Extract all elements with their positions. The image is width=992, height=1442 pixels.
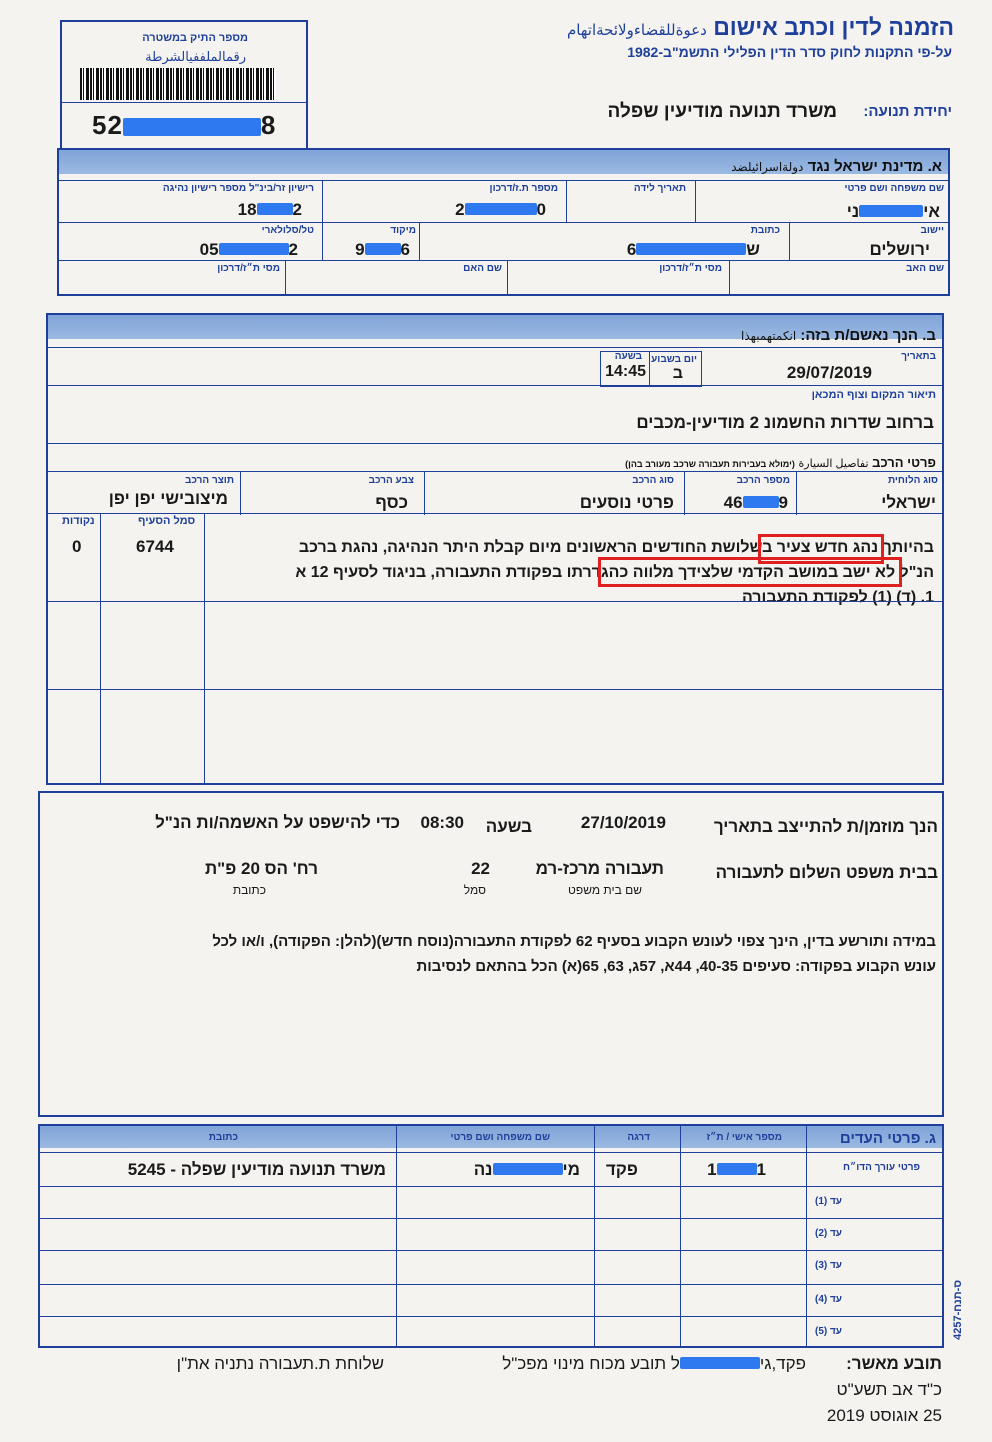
vehicle-color-value: כסף <box>375 493 408 512</box>
vehicle-make-value: מיצובישי יפן יפן <box>108 489 228 508</box>
zip-label: מיקוד <box>390 225 416 236</box>
witness-row-label: עד (1) <box>814 1196 842 1207</box>
license-value: 218 <box>237 200 302 219</box>
redaction <box>123 118 261 136</box>
divider <box>40 1250 942 1251</box>
vehicle-type-value: פרטי נוסעים <box>579 493 674 512</box>
time-label: בשעה <box>614 351 642 362</box>
court-name: תעבורה מרכז-רמ <box>535 859 664 878</box>
witness-row-label: עד (5) <box>814 1326 842 1337</box>
summons-purpose: כדי להישפט על האשמה/ות הנ"ל <box>155 813 400 832</box>
divider <box>59 260 948 261</box>
address-value: ש6 <box>626 240 760 259</box>
divider <box>419 222 420 260</box>
divider <box>40 1218 942 1219</box>
passport-label: מסי ת״ז/דרכון <box>659 263 722 274</box>
vehicle-type-label: סוג הרכב <box>632 475 674 486</box>
divider <box>240 471 241 515</box>
highlight-box-escort <box>598 557 902 587</box>
offense-date: 29/07/2019 <box>786 363 872 382</box>
section-b-title: ב. הנך נאשם/ת בזה: انكمتهمبهذا <box>741 327 936 344</box>
divider <box>48 689 942 690</box>
offense-place: ברחוב שדרות החשמונ 2 מודיעין-מכבים <box>636 413 934 432</box>
plate-type-label: סוג הלוחית <box>887 475 938 486</box>
col-id-label: מספר אישי / ת״ז <box>706 1132 782 1143</box>
traffic-unit-value: משרד תנועה מודיעין שפלה <box>607 101 837 122</box>
divider <box>285 260 286 296</box>
divider <box>48 443 942 444</box>
reporter-address: משרד תנועה מודיעין שפלה - 5245 <box>127 1160 386 1179</box>
charge-description: בהיותך נהג חדש צעיר בשלושת החודשים הראשונים מיום קבלת היתר הנהיגה, נהגת ברכב הנ"ל לא ישב במושב הקדמי שלצידך מלווה כהגדרתו בפקודת התעבורה, בניגוד לסעיף 12 א 1. (ד) (1) לפקודת התעבורה <box>295 539 934 606</box>
divider <box>40 1152 942 1153</box>
section-defendant <box>57 148 950 296</box>
divider <box>48 385 942 386</box>
divider <box>59 222 948 223</box>
clause-value: 6744 <box>136 537 174 556</box>
traffic-unit-label: יחידת תנועה: <box>863 103 952 120</box>
hearing-time: 08:30 <box>420 813 464 832</box>
phone-label: טל/סלולארי <box>261 225 314 236</box>
divider <box>396 1126 397 1348</box>
barcode <box>80 68 276 100</box>
offense-time: 14:45 <box>605 363 646 380</box>
phone-value: 205 <box>199 240 298 259</box>
name-value: איני <box>846 202 940 221</box>
form-title: הזמנה לדין וכתב אישום دعوةللقضاءولائحةاتهام <box>567 14 954 40</box>
court-code: 22 <box>471 859 490 878</box>
divider <box>796 471 797 515</box>
form-title-arabic: دعوةللقضاءولائحةاتهام <box>567 22 707 39</box>
divider <box>48 471 942 472</box>
divider <box>424 471 425 515</box>
prosecutor-signer: פקד,גיל תובע מכוח מינוי מפכ"ל <box>502 1354 806 1373</box>
name-label: שם משפחה ושם פרטי <box>844 183 944 194</box>
reporter-rank: פקד <box>605 1160 638 1179</box>
divider <box>204 513 205 785</box>
witness-row-label: עד (3) <box>814 1260 842 1271</box>
divider <box>40 1186 942 1187</box>
section-charge <box>46 313 944 785</box>
date-label: בתאריך <box>901 351 936 362</box>
police-case-box <box>60 20 308 150</box>
vehicle-number-label: מספר הרכב <box>736 475 790 486</box>
divider <box>806 1126 807 1348</box>
divider <box>59 180 948 181</box>
form-subtitle: על-פי התקנות לחוק סדר הדין הפלילי התשמ"ב-1982 <box>627 44 952 60</box>
hearing-date: 27/10/2019 <box>580 813 666 832</box>
divider <box>62 102 306 103</box>
reporter-name: מינה <box>473 1160 580 1179</box>
section-summons <box>38 791 944 1117</box>
prosecution-branch: שלוחת ת.תעבורה נתניה את"ן <box>176 1354 384 1373</box>
section-witnesses <box>38 1124 944 1348</box>
divider <box>566 180 567 222</box>
reporter-id: 11 <box>707 1160 766 1179</box>
divider <box>507 260 508 296</box>
summons-time-label: בשעה <box>485 817 532 836</box>
plate-type-value: ישראלי <box>881 493 936 512</box>
witness-row-label: עד (4) <box>814 1294 842 1305</box>
case-number-label: מספר התיק במשטרה <box>142 32 248 44</box>
court-address: רח' הס 20 פ"ת <box>204 859 318 878</box>
id-value: 02 <box>455 200 546 219</box>
court-name-label: שם בית משפט <box>568 883 642 897</box>
license-label: רישיון זר/בינ"ל מספר רישיון נהיגה <box>162 183 314 194</box>
divider <box>684 471 685 515</box>
clause-label: סמל הסעיף <box>138 515 196 527</box>
points-value: 0 <box>72 537 82 556</box>
vehicle-make-label: תוצר הרכב <box>185 475 234 486</box>
col-address-label: כתובת <box>208 1132 238 1143</box>
penalty-text: במידה ותורשע בדין, הינך צפוי לעונש הקבוע בסעיף 62 לפקודת התעבורה(נוסח חדש)(להלן: הפקודה), ו/או לכל עונש הקבוע בפקודה: סעיפים 40-35, 44א, 57ג, 63, 65(א) הכל בהתאם לנסיבות <box>212 933 936 975</box>
hebrew-date: כ"ד אב תשע"ט <box>836 1380 942 1399</box>
divider <box>729 260 730 296</box>
divider <box>680 1126 681 1348</box>
divider <box>40 1284 942 1285</box>
zip-value: 69 <box>355 240 410 259</box>
address-label: כתובת <box>750 225 780 236</box>
divider <box>789 222 790 260</box>
city-value: ירושלים <box>869 240 930 259</box>
reporter-label: פרטי עורך הדו״ח <box>843 1162 920 1173</box>
summons-text: הנך מוזמן/ת להתייצב בתאריך <box>713 817 938 836</box>
place-label: תיאור המקום וצוף המכאן <box>811 389 936 401</box>
court-code-label: סמל <box>463 883 486 897</box>
case-number-label-arabic: رقمالملففيالشرطة <box>145 49 246 64</box>
divider <box>40 1316 942 1317</box>
divider <box>322 222 323 260</box>
divider <box>594 1126 595 1348</box>
court-prefix: בבית משפט השלום לתעבורה <box>715 863 938 882</box>
section-a-title: א. מדינת ישראל נגד دولةاسرائيلضد <box>731 158 942 175</box>
divider <box>100 513 101 785</box>
birth-date-label: תאריך לידה <box>633 183 686 194</box>
passport-label-2: מסי ת״ז/דרכון <box>217 263 280 274</box>
divider <box>48 347 942 348</box>
points-label: נקודות <box>62 515 95 527</box>
vehicle-title: פרטי הרכב تفاصيل السيارة (ימולא בעבירות תעבורה שרכב מעורב בהן) <box>625 455 936 470</box>
prosecutor-approval-label: תובע מאשר: <box>846 1354 942 1373</box>
weekday-value: ב <box>672 365 683 382</box>
witness-row-label: עד (2) <box>814 1228 842 1239</box>
col-rank-label: דרגה <box>627 1132 650 1143</box>
col-name-label: שם משפחה ושם פרטי <box>450 1132 550 1143</box>
form-code: 4257-ס-תנח <box>952 1280 964 1340</box>
father-name-label: שם האב <box>905 263 944 274</box>
vehicle-number-value: 946 <box>723 493 788 512</box>
witnesses-title: ג. פרטי העדים <box>839 1130 936 1147</box>
weekday-label: יום בשבוע <box>651 354 697 365</box>
mother-name-label: שם האם <box>463 263 502 274</box>
id-label: מספר ת.ז/דרכון <box>489 183 558 194</box>
vehicle-color-label: צבע הרכב <box>368 475 414 486</box>
divider <box>48 601 942 602</box>
court-address-label: כתובת <box>232 883 266 897</box>
divider <box>48 513 942 514</box>
divider <box>695 180 696 222</box>
divider <box>322 180 323 222</box>
gregorian-date: 25 אוגוסט 2019 <box>826 1406 942 1425</box>
city-label: יישוב <box>920 225 944 236</box>
divider <box>649 352 650 386</box>
case-number: 52 8 <box>92 110 277 140</box>
